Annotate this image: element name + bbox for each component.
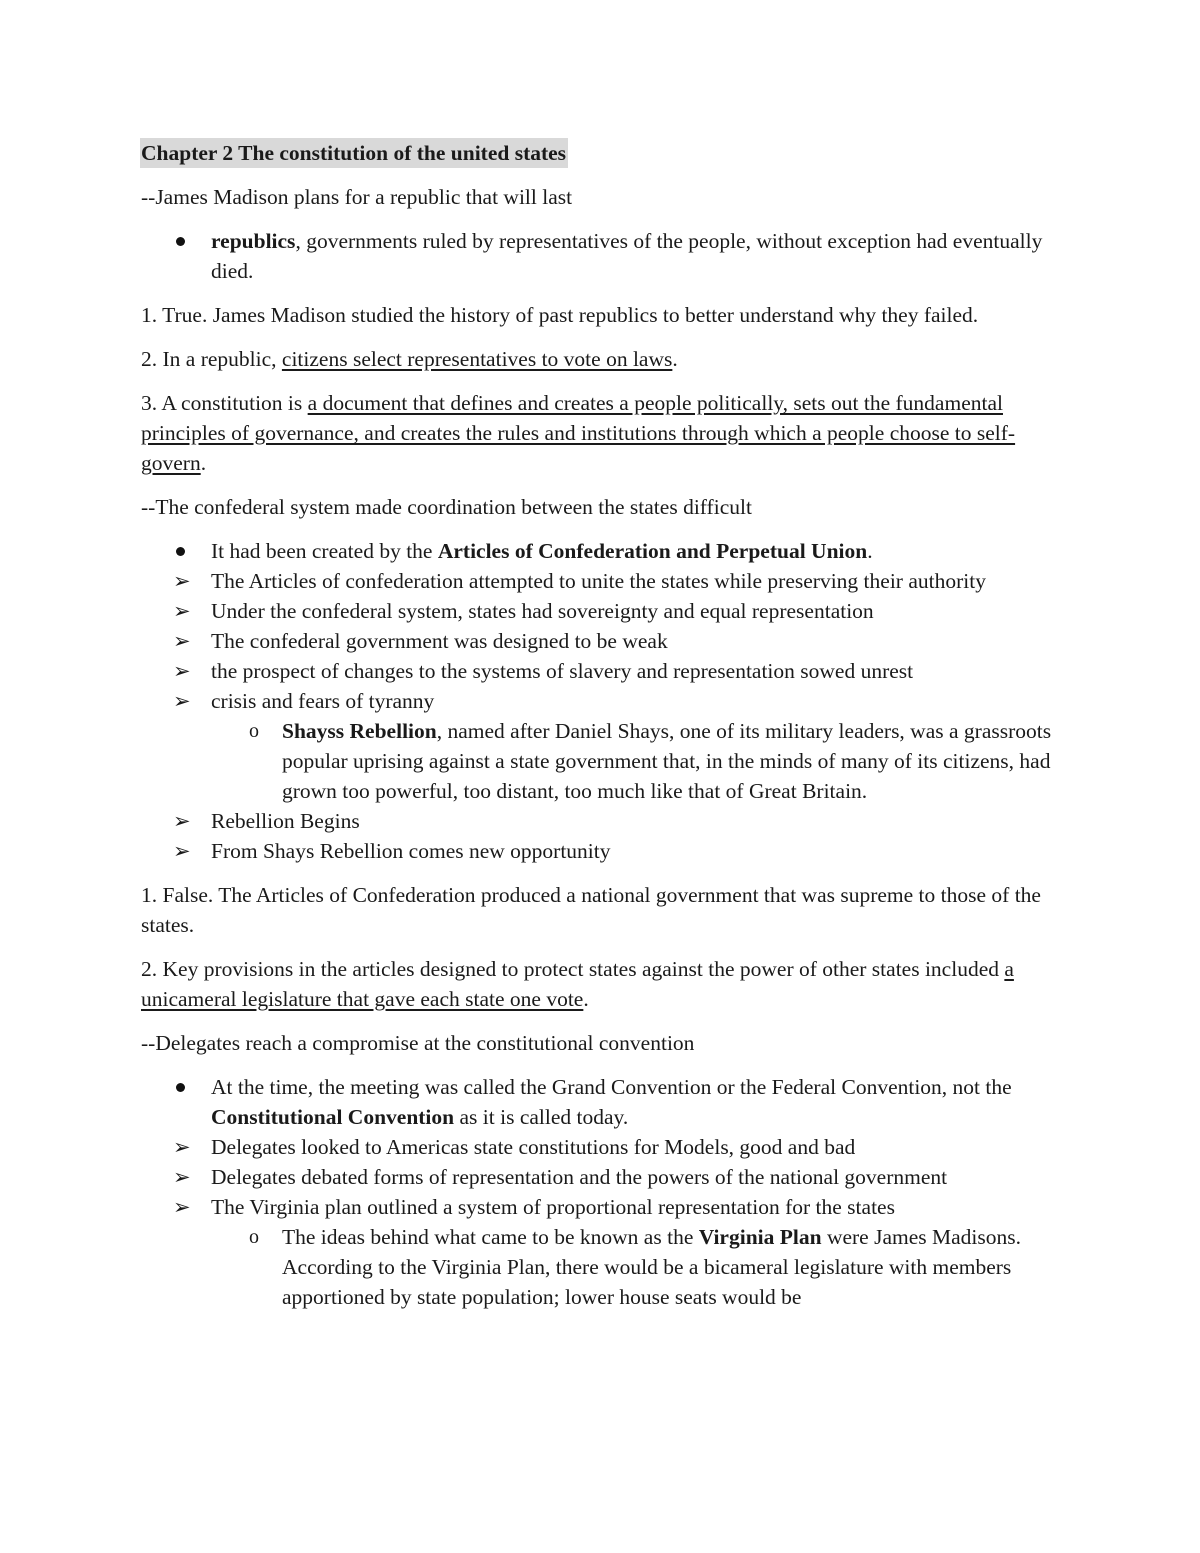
item-text: The ideas behind what came to be known as the <box>282 1225 699 1249</box>
arrow-bullet-icon: ➢ <box>173 629 191 653</box>
list-item <box>141 1132 1061 1162</box>
item-text: the prospect of changes to the systems of slavery and representation sowed unrest <box>211 659 914 683</box>
term-constitutional-convention: Constitutional Convention <box>211 1105 455 1129</box>
arrow-bullet-icon: ➢ <box>173 1165 191 1189</box>
answer-text: 2. Key provisions in the articles designed to protect states against the power of other states included <box>141 957 1005 981</box>
underlined-answer: citizens select representatives to vote on laws <box>281 347 673 371</box>
list-item <box>141 626 1061 656</box>
answer-5 <box>141 954 1061 1014</box>
item-text: Delegates debated forms of representation and the powers of the national government <box>211 1165 948 1189</box>
underlined-answer: a document that defines and creates a people politically, sets out the fundamental principles of governance, and creates the rules and institutions through which a people choose to self-govern <box>141 391 1016 475</box>
answer-1: 1. True. James Madison studied the history of past republics to better understand why they failed. <box>141 303 979 327</box>
item-text: were James Madisons. According to the Virginia Plan, there would be a bicameral legislature with members apportioned by state population; lower house seats would be <box>282 1225 1022 1309</box>
page-title: Chapter 2 The constitution of the united states <box>140 138 568 168</box>
arrow-bullet-icon: ➢ <box>173 689 191 713</box>
document-page <box>141 138 1061 1312</box>
circle-bullet-icon: o <box>249 720 259 742</box>
answer-text: 3. A constitution is <box>141 391 308 415</box>
list-item <box>141 596 1061 626</box>
circle-bullet-icon: o <box>249 1226 259 1248</box>
bullet-list-2b <box>141 806 1061 866</box>
item-text: Under the confederal system, states had sovereignty and equal representation <box>211 599 874 623</box>
title-line <box>141 138 1061 168</box>
bullet-icon <box>173 226 203 256</box>
list-item <box>141 226 1061 286</box>
sub-list-item <box>141 716 1061 806</box>
item-text: crisis and fears of tyranny <box>211 689 435 713</box>
answer-4: 1. False. The Articles of Confederation produced a national government that was supreme to those of the states. <box>141 883 1041 937</box>
arrow-bullet-icon: ➢ <box>173 659 191 683</box>
arrow-bullet-icon: ➢ <box>173 839 191 863</box>
list-item <box>141 1192 1061 1222</box>
list-item <box>141 686 1061 716</box>
sub-list-item <box>141 1222 1061 1312</box>
answer-text: 2. In a republic, <box>141 347 282 371</box>
sub-list-shays <box>141 716 1061 806</box>
item-text: It had been created by the <box>211 539 438 563</box>
answer-text: . <box>200 451 207 475</box>
definition-text: , governments ruled by representatives of the people, without exception had eventually died. <box>211 229 1043 283</box>
arrow-bullet-icon: ➢ <box>173 1195 191 1219</box>
list-item <box>141 656 1061 686</box>
list-item <box>141 806 1061 836</box>
section-heading-convention: --Delegates reach a compromise at the constitutional convention <box>141 1031 695 1055</box>
bullet-icon <box>173 536 203 566</box>
item-text: The Virginia plan outlined a system of proportional representation for the states <box>211 1195 895 1219</box>
answer-text: . <box>583 987 589 1011</box>
list-item <box>141 566 1061 596</box>
item-text: At the time, the meeting was called the Grand Convention or the Federal Convention, not the <box>211 1075 1012 1099</box>
item-text: as it is called today. <box>454 1105 629 1129</box>
sub-list-virginia <box>141 1222 1061 1312</box>
item-text: The confederal government was designed to be weak <box>211 629 668 653</box>
arrow-bullet-icon: ➢ <box>173 599 191 623</box>
term-articles: Articles of Confederation and Perpetual Union <box>437 539 868 563</box>
underlined-answer: a unicameral legislature that gave each state one vote <box>141 957 1014 1011</box>
arrow-bullet-icon: ➢ <box>173 1135 191 1159</box>
list-item <box>141 1072 1061 1132</box>
term-shays: Shayss Rebellion <box>282 719 437 743</box>
bullet-list-3 <box>141 1072 1061 1222</box>
item-text: Rebellion Begins <box>211 809 360 833</box>
answer-3 <box>141 388 1061 478</box>
arrow-bullet-icon: ➢ <box>173 809 191 833</box>
term-virginia-plan: Virginia Plan <box>698 1225 822 1249</box>
answer-text: . <box>672 347 678 371</box>
item-text: The Articles of confederation attempted to unite the states while preserving their authority <box>211 569 986 593</box>
list-item <box>141 536 1061 566</box>
bullet-icon <box>173 1072 203 1102</box>
list-item <box>141 836 1061 866</box>
item-text: From Shays Rebellion comes new opportunity <box>211 839 611 863</box>
bullet-list-1 <box>141 226 1061 286</box>
section-heading-republic: --James Madison plans for a republic that will last <box>141 185 573 209</box>
item-text: . <box>867 539 873 563</box>
answer-2 <box>141 344 1061 374</box>
item-text: Delegates looked to Americas state constitutions for Models, good and bad <box>211 1135 856 1159</box>
term-republics: republics <box>211 229 296 253</box>
item-text: , named after Daniel Shays, one of its military leaders, was a grassroots popular uprising against a state government that, in the minds of many of its citizens, had grown too powerful, too distant, too much like that of Great Britain. <box>282 719 1052 803</box>
bullet-list-2 <box>141 536 1061 716</box>
arrow-bullet-icon: ➢ <box>173 569 191 593</box>
list-item <box>141 1162 1061 1192</box>
section-heading-confederal: --The confederal system made coordination between the states difficult <box>141 495 752 519</box>
